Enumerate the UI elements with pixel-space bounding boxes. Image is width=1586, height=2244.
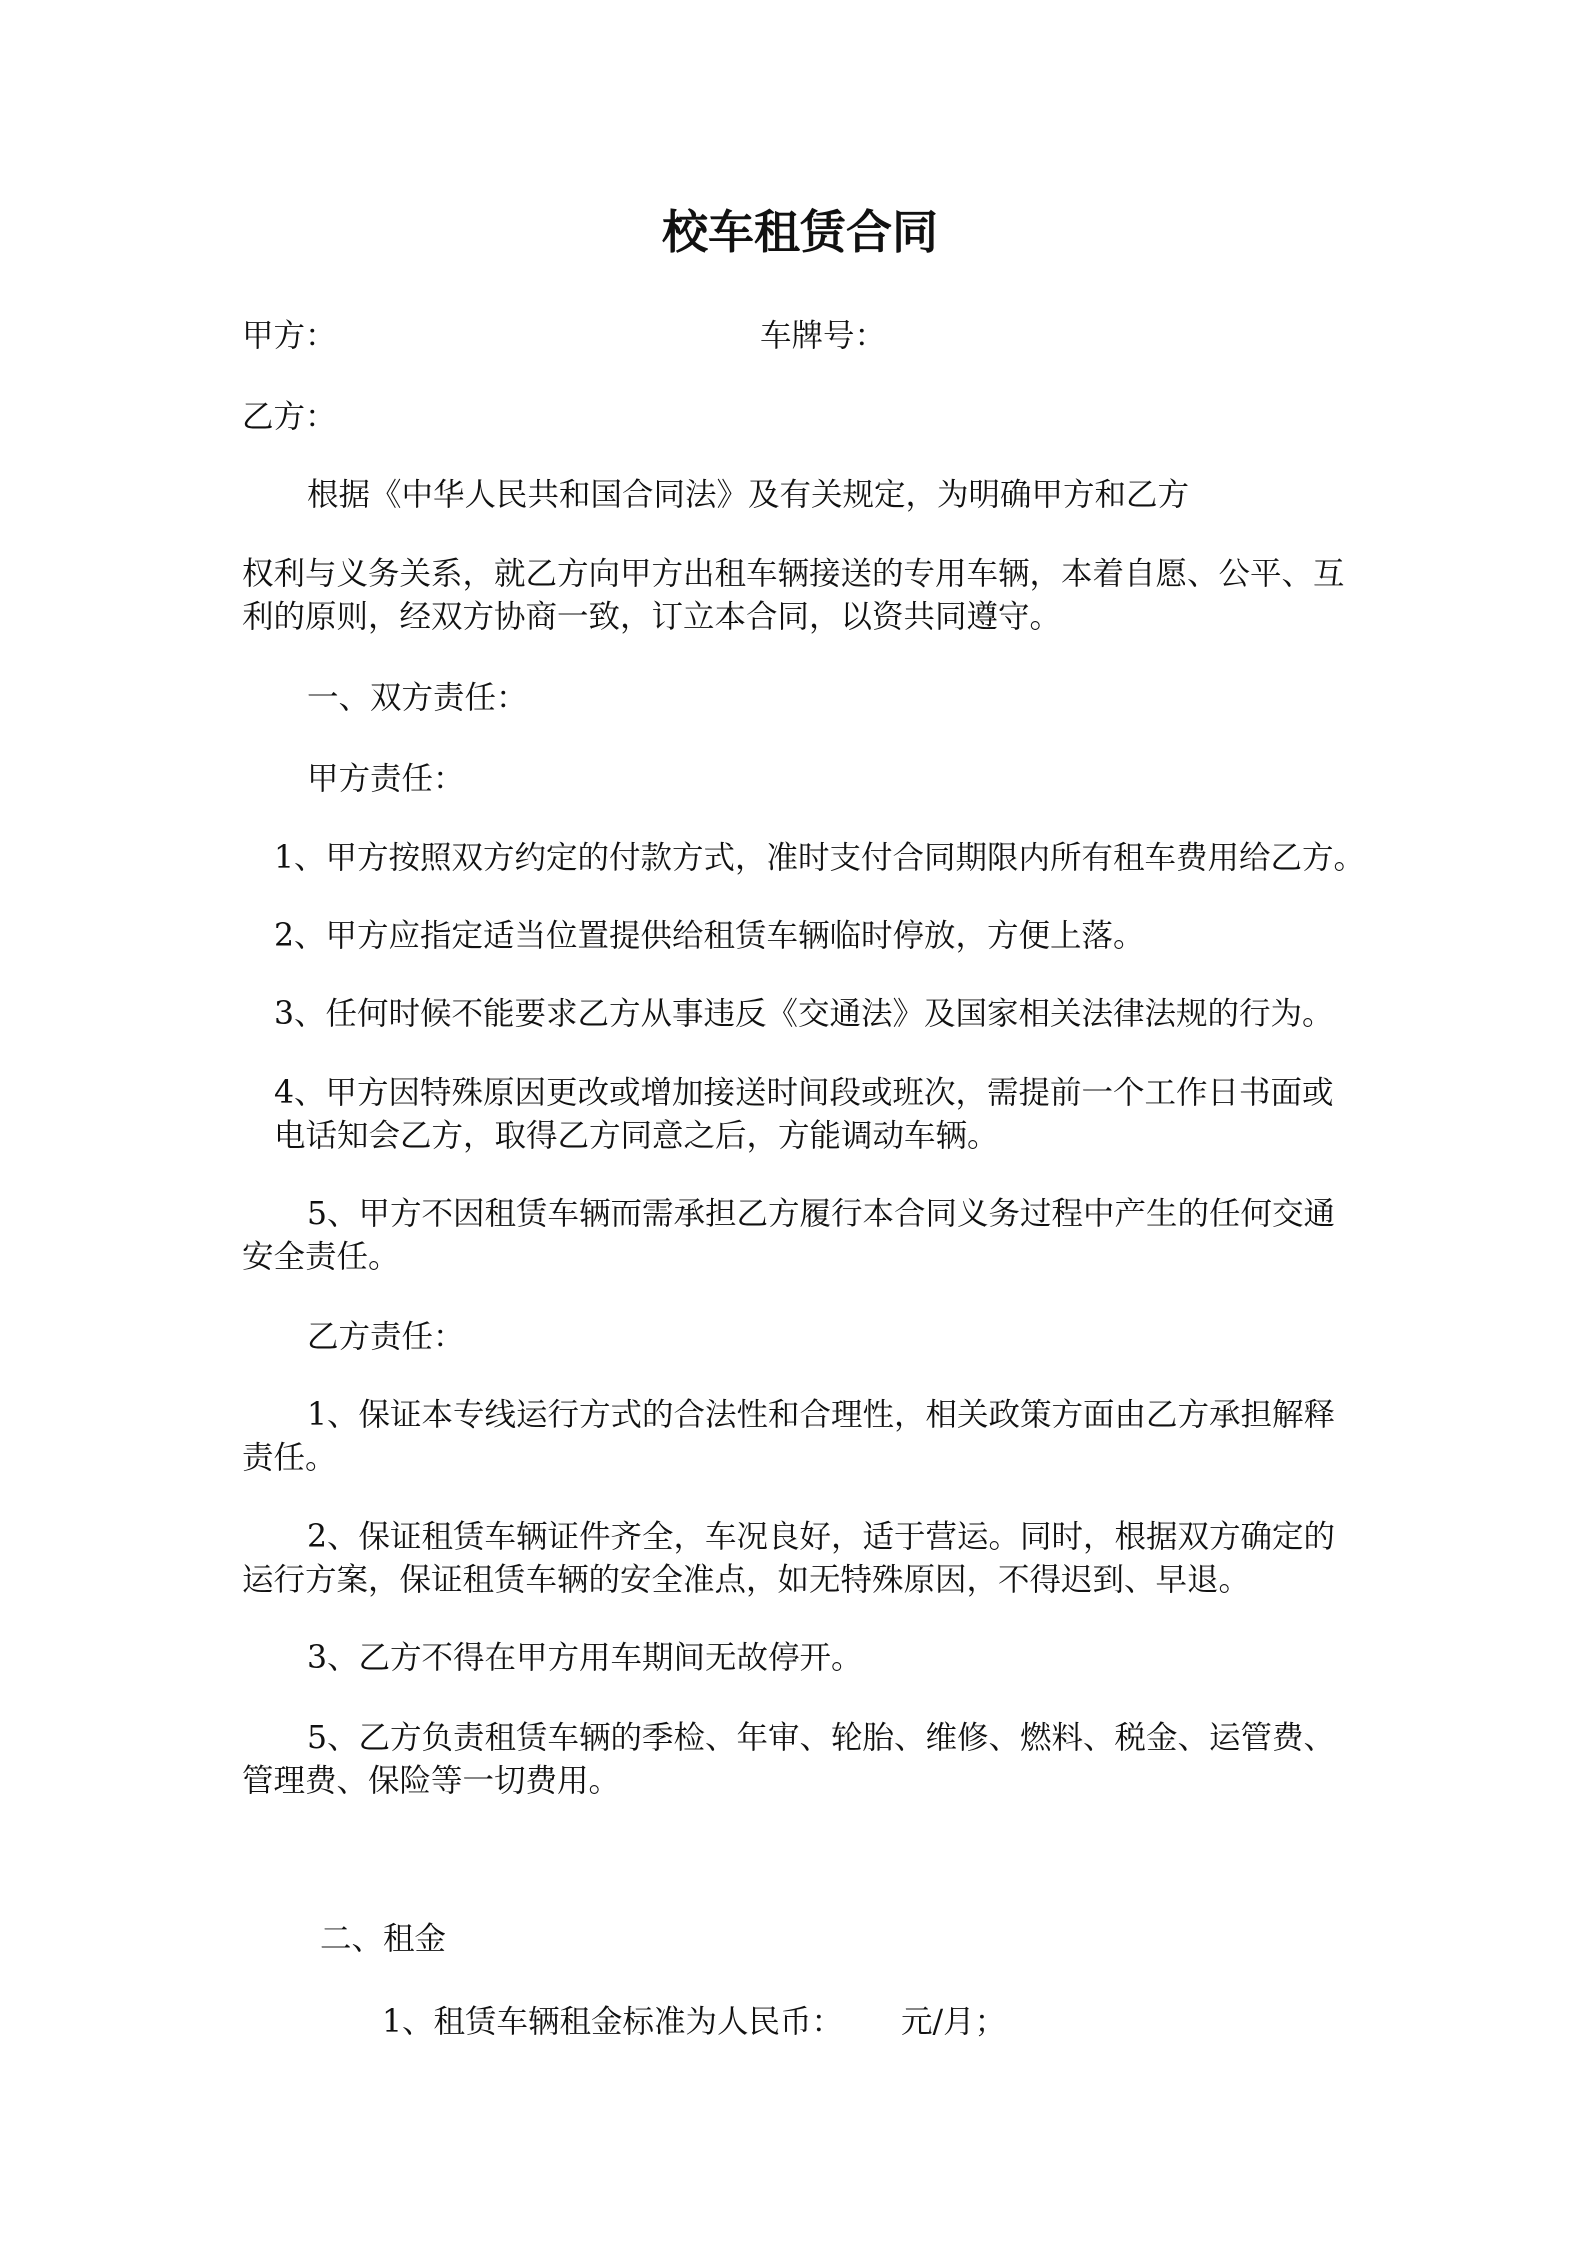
party-b-item: 1、保证本专线运行方式的合法性和合理性，相关政策方面由乙方承担解释: [307, 1397, 1336, 1433]
rent-unit: 元/月；: [901, 2004, 1007, 2040]
party-a-item: 电话知会乙方，取得乙方同意之后，方能调动车辆。: [274, 1118, 999, 1154]
party-a-duties-heading: 甲方责任：: [307, 761, 465, 797]
party-b-item: 3、乙方不得在甲方用车期间无故停开。: [307, 1640, 863, 1676]
party-a-item: 2、甲方应指定适当位置提供给租赁车辆临时停放，方便上落。: [274, 918, 1145, 954]
preamble-line: 根据《中华人民共和国合同法》及有关规定，为明确甲方和乙方: [307, 477, 1190, 513]
party-b-item: 责任。: [242, 1440, 337, 1476]
party-b-item: 5、乙方负责租赁车辆的季检、年审、轮胎、维修、燃料、税金、运管费、: [307, 1720, 1336, 1756]
party-a-item: 5、甲方不因租赁车辆而需承担乙方履行本合同义务过程中产生的任何交通: [307, 1196, 1336, 1232]
section2-heading: 二、租金: [320, 1921, 447, 1957]
preamble-line: 利的原则，经双方协商一致，订立本合同，以资共同遵守。: [242, 599, 1062, 635]
party-b-item: 运行方案，保证租赁车辆的安全准点，如无特殊原因，不得迟到、早退。: [242, 1562, 1251, 1598]
preamble-line: 权利与义务关系，就乙方向甲方出租车辆接送的专用车辆，本着自愿、公平、互: [242, 556, 1345, 592]
party-a-item: 1、甲方按照双方约定的付款方式，准时支付合同期限内所有租车费用给乙方。: [274, 840, 1366, 876]
party-a-item: 安全责任。: [242, 1239, 400, 1275]
party-a-item: 3、任何时候不能要求乙方从事违反《交通法》及国家相关法律法规的行为。: [274, 996, 1334, 1032]
party-b-item: 2、保证租赁车辆证件齐全，车况良好，适于营运。同时，根据双方确定的: [307, 1519, 1336, 1555]
plate-number-label: 车牌号：: [760, 318, 887, 354]
section1-heading: 一、双方责任：: [307, 680, 528, 716]
party-b-item: 管理费、保险等一切费用。: [242, 1763, 621, 1799]
party-a-label: 甲方：: [242, 318, 337, 354]
rent-standard-label: 1、租赁车辆租金标准为人民币：: [382, 2004, 844, 2040]
document-title: 校车租赁合同: [662, 205, 938, 259]
party-b-label: 乙方：: [242, 399, 337, 435]
party-b-duties-heading: 乙方责任：: [307, 1319, 465, 1355]
party-a-item: 4、甲方因特殊原因更改或增加接送时间段或班次，需提前一个工作日书面或: [274, 1075, 1334, 1111]
